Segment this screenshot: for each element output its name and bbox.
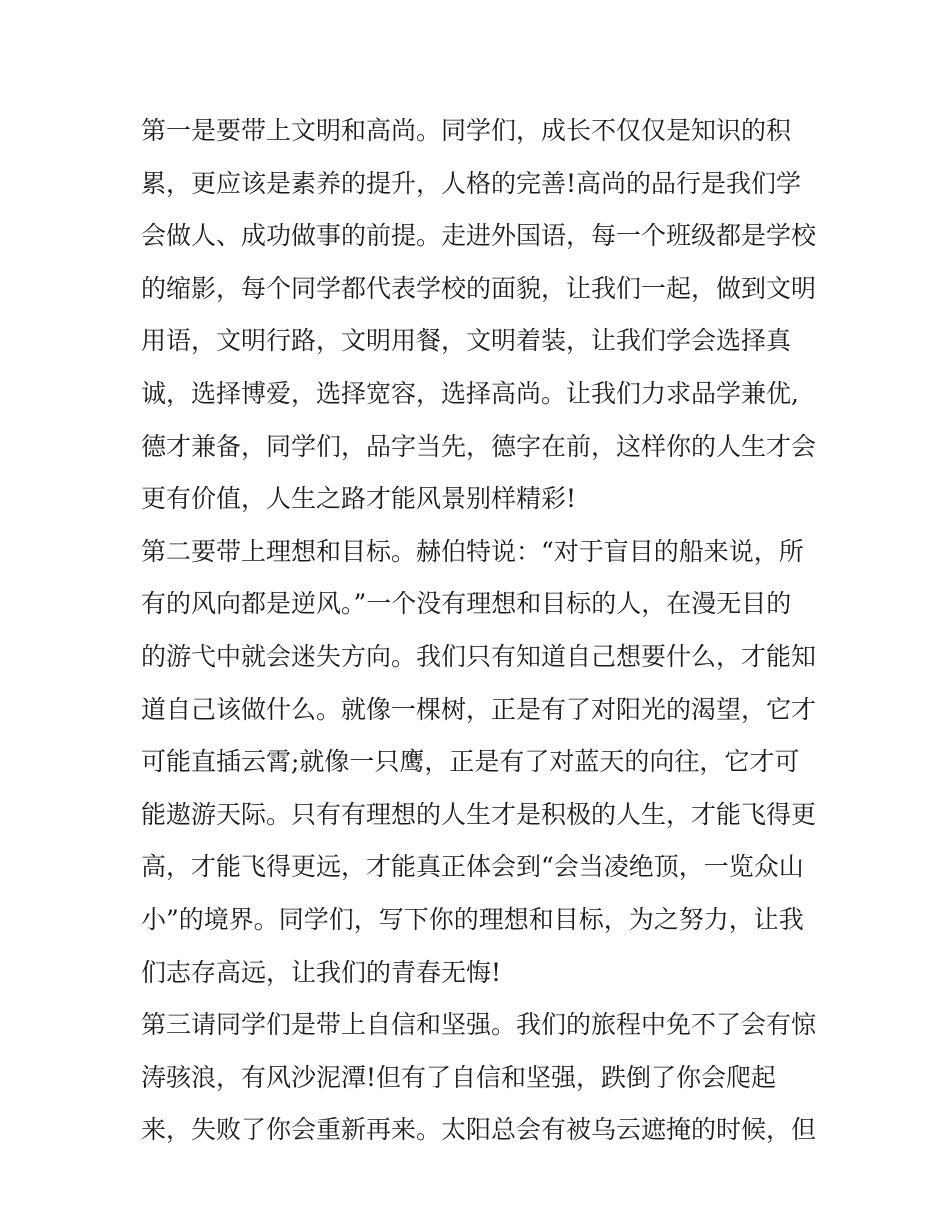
text-line-7: 德才兼备，同学们，品字当先，德字在前，这样你的人生才会 bbox=[141, 431, 817, 461]
text-line-15: 高，才能飞得更远，才能真正体会到“会当凌绝顶，一览众山 bbox=[141, 852, 804, 882]
text-line-18: 第三请同学们是带上自信和坚强。我们的旅程中免不了会有惊 bbox=[141, 1010, 817, 1040]
text-line-3: 会做人、成功做事的前提。走进外国语，每一个班级都是学校 bbox=[141, 221, 817, 251]
text-line-9: 第二要带上理想和目标。赫伯特说：“对于盲目的船来说，所 bbox=[141, 536, 804, 566]
text-line-10: 有的风向都是逆风。”一个没有理想和目标的人，在漫无目的 bbox=[141, 589, 792, 619]
text-line-16: 小”的境界。同学们，写下你的理想和目标，为之努力，让我 bbox=[141, 904, 804, 934]
text-line-5: 用语，文明行路，文明用餐，文明着装，让我们学会选择真 bbox=[141, 326, 792, 356]
text-line-6: 诚，选择博爱，选择宽容，选择高尚。让我们力求品学兼优, bbox=[141, 378, 799, 408]
text-line-20: 来，失败了你会重新再来。太阳总会有被乌云遮掩的时候，但 bbox=[141, 1115, 817, 1145]
text-line-8: 更有价值，人生之路才能风景别样精彩! bbox=[141, 484, 577, 514]
text-line-11: 的游弋中就会迷失方向。我们只有知道自己想要什么，才能知 bbox=[141, 641, 817, 671]
text-line-2: 累，更应该是素养的提升，人格的完善!高尚的品行是我们学 bbox=[141, 168, 802, 198]
document-body bbox=[141, 105, 821, 1157]
text-line-13: 可能直插云霄;就像一只鹰，正是有了对蓝天的向往，它才可 bbox=[141, 747, 800, 777]
text-line-14: 能遨游天际。只有有理想的人生才是积极的人生，才能飞得更 bbox=[141, 799, 817, 829]
text-line-1: 第一是要带上文明和高尚。同学们，成长不仅仅是知识的积 bbox=[141, 116, 792, 145]
text-line-17: 们志存高远，让我们的青春无悔! bbox=[141, 957, 502, 987]
text-line-12: 道自己该做什么。就像一棵树，正是有了对阳光的渴望，它才 bbox=[141, 694, 817, 724]
text-line-4: 的缩影，每个同学都代表学校的面貌，让我们一起，做到文明 bbox=[141, 273, 817, 303]
text-line-19: 涛骇浪，有风沙泥潭!但有了自信和坚强，跌倒了你会爬起 bbox=[141, 1062, 777, 1092]
